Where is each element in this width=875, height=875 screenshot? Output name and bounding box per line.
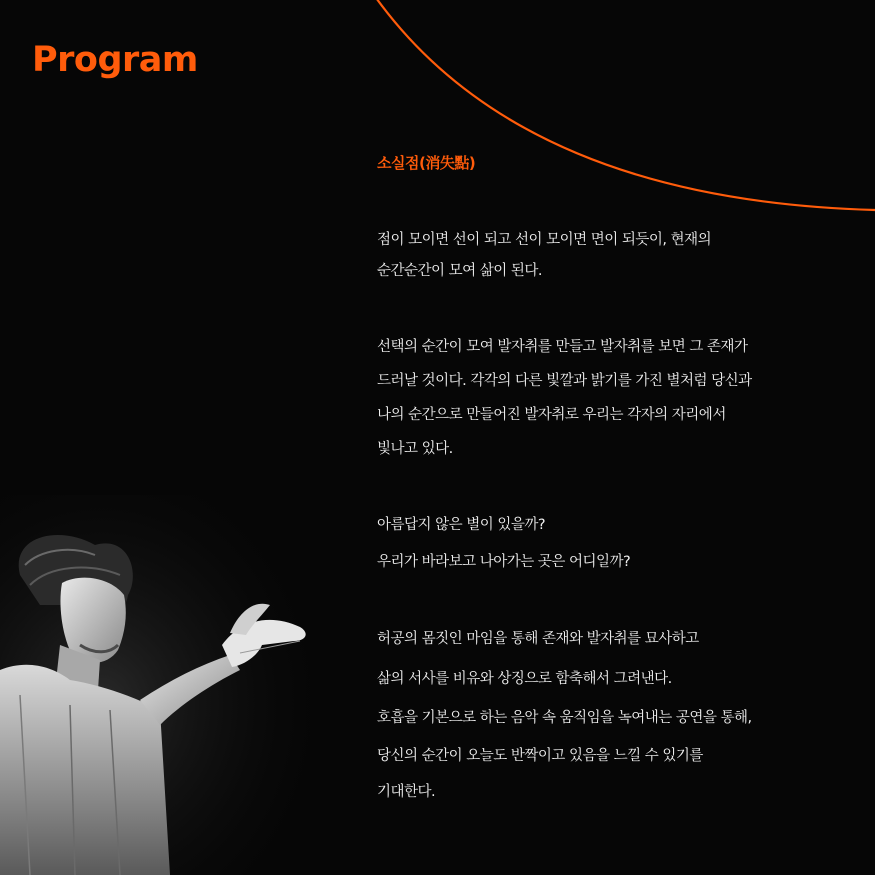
paragraph-3-line-2: 우리가 바라보고 나아가는 곳은 어디일까? xyxy=(377,554,631,570)
paragraph-3-line-1: 아름답지 않은 별이 있을까? xyxy=(377,517,546,533)
paragraph-4-line-2: 삶의 서사를 비유와 상징으로 함축해서 그려낸다. xyxy=(377,671,672,687)
paragraph-4-line-4: 당신의 순간이 오늘도 반짝이고 있음을 느낄 수 있기를 xyxy=(377,748,703,764)
paragraph-1-line-1: 점이 모이면 선이 되고 선이 모이면 면이 되듯이, 현재의 xyxy=(377,232,712,248)
paragraph-2-line-4: 빛나고 있다. xyxy=(377,441,453,457)
paragraph-4-line-5: 기대한다. xyxy=(377,784,436,800)
paragraph-1-line-2: 순간순간이 모여 삶이 된다. xyxy=(377,263,543,279)
paragraph-4-line-3: 호흡을 기본으로 하는 음악 속 움직임을 녹여내는 공연을 통해, xyxy=(377,710,752,726)
page-title: Program xyxy=(32,40,198,80)
paragraph-4-line-1: 허공의 몸짓인 마임을 통해 존재와 발자취를 묘사하고 xyxy=(377,631,699,647)
program-subtitle: 소실점(消失點) xyxy=(377,154,476,172)
paragraph-2-line-2: 드러날 것이다. 각각의 다른 빛깔과 밝기를 가진 별처럼 당신과 xyxy=(377,373,752,389)
paragraph-2-line-1: 선택의 순간이 모여 발자취를 만들고 발자취를 보면 그 존재가 xyxy=(377,339,748,355)
performer-photo xyxy=(0,495,340,875)
paragraph-2-line-3: 나의 순간으로 만들어진 발자취로 우리는 각자의 자리에서 xyxy=(377,407,726,423)
